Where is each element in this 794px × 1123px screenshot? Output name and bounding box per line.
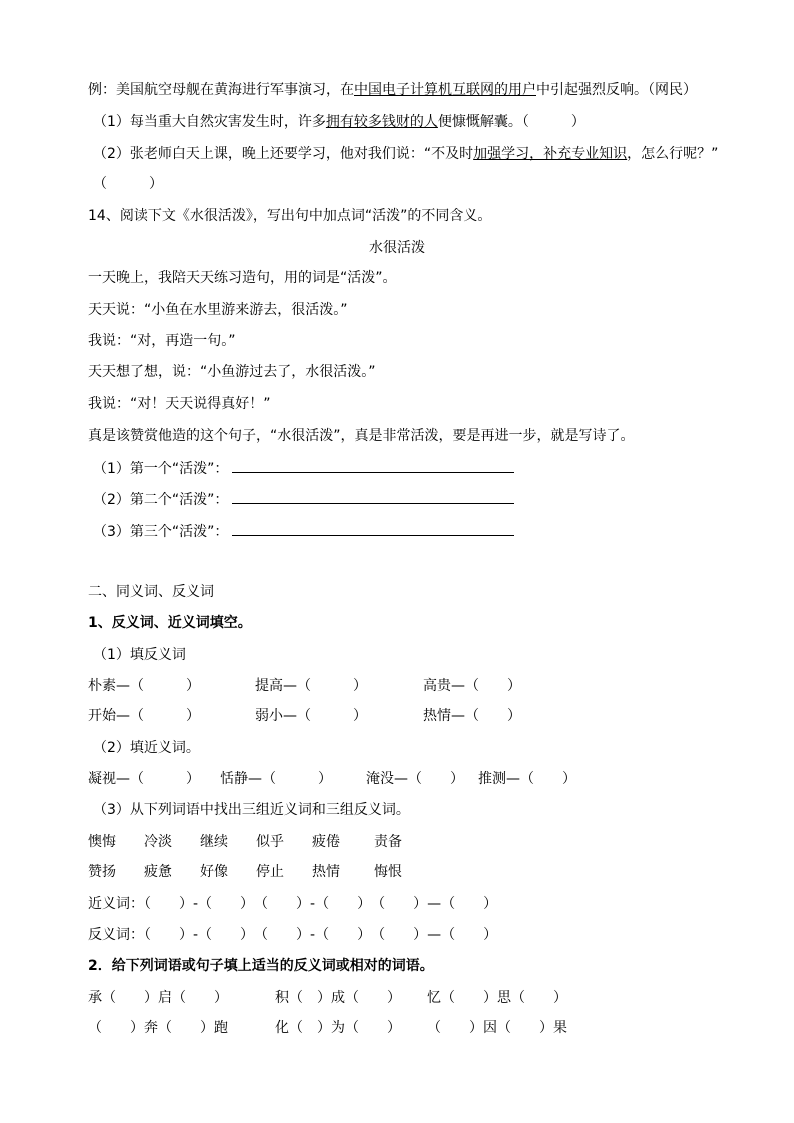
q2-text-end: ，怎么行呢？” bbox=[627, 146, 719, 162]
question-2 bbox=[93, 144, 718, 164]
word-bank-item: 继续 bbox=[200, 834, 228, 850]
example-text-end: 中引起强烈反响。（网民） bbox=[536, 82, 697, 98]
answer-line[interactable] bbox=[232, 457, 514, 473]
antonym-row bbox=[88, 706, 708, 726]
word-bank-item: 停止 bbox=[256, 864, 284, 880]
word-bank-item: 冷淡 bbox=[144, 834, 172, 850]
q2-text: （2）张老师白天上课，晚上还要学习，他对我们说：“不及时 bbox=[93, 146, 474, 162]
question-1 bbox=[93, 112, 585, 132]
section-1-heading: 1、反义词、近义词填空。 bbox=[88, 615, 252, 631]
subsection-3: （3）从下列词语中找出三组近义词和三组反义词。 bbox=[93, 802, 410, 818]
antonym-item[interactable]: 提高—（ ） bbox=[255, 678, 367, 694]
synonym-pairs-line[interactable]: 近义词：（ ）-（ ） （ ）-（ ） （ ）—（ ） bbox=[88, 896, 498, 912]
blank-label: （1）第一个“活泼”： bbox=[93, 461, 229, 477]
antonym-item[interactable]: 热情—（ ） bbox=[423, 708, 521, 724]
section-2-heading: 2．给下列词语或句子填上适当的反义词或相对的词语。 bbox=[88, 958, 434, 974]
antonym-item[interactable]: 朴素—（ ） bbox=[88, 678, 200, 694]
blank-label: （3）第三个“活泼”： bbox=[93, 524, 229, 540]
fill-item[interactable]: 忆（ ）思（ ） bbox=[427, 990, 567, 1006]
fill-item[interactable]: （ ）奔（ ）跑 bbox=[88, 1020, 228, 1036]
word-bank-item: 似乎 bbox=[256, 834, 284, 850]
q1-text: （1）每当重大自然灾害发生时，许多 bbox=[93, 114, 326, 130]
q1-underlined: 拥有较多钱财的人 bbox=[325, 114, 438, 130]
word-bank-item: 疲惫 bbox=[144, 864, 172, 880]
answer-blank-2 bbox=[93, 488, 514, 510]
question-14-heading: 14、阅读下文《水很活泼》，写出句中加点词“活泼”的不同含义。 bbox=[88, 208, 492, 224]
fill-item[interactable]: 承（ ）启（ ） bbox=[88, 990, 228, 1006]
fill-row bbox=[88, 988, 708, 1008]
word-bank-row bbox=[88, 862, 708, 882]
story-line: 天天想了想，说：“小鱼游过去了，水很活泼。” bbox=[88, 364, 376, 380]
question-2-answer[interactable]: （ ） bbox=[93, 176, 163, 192]
word-bank-row bbox=[88, 832, 708, 852]
fill-item[interactable]: 积（ ）成（ ） bbox=[275, 990, 401, 1006]
antonym-item[interactable]: 开始—（ ） bbox=[88, 708, 200, 724]
word-bank-item: 热情 bbox=[312, 864, 340, 880]
example-line bbox=[88, 80, 697, 100]
word-bank-item: 悔恨 bbox=[374, 864, 402, 880]
synonym-item[interactable]: 淹没—（ ） bbox=[366, 771, 464, 787]
word-bank-item: 责备 bbox=[374, 834, 402, 850]
example-text: 例：美国航空母舰在黄海进行军事演习，在 bbox=[88, 82, 354, 98]
antonym-pairs-line[interactable]: 反义词：（ ）-（ ） （ ）-（ ） （ ）—（ ） bbox=[88, 927, 498, 943]
fill-row bbox=[88, 1018, 708, 1038]
synonym-item[interactable]: 恬静—（ ） bbox=[220, 771, 332, 787]
synonym-item[interactable]: 推测—（ ） bbox=[478, 771, 576, 787]
story-title: 水很活泼 bbox=[369, 240, 425, 256]
story-line: 我说：“对，再造一句。” bbox=[88, 333, 236, 349]
synonym-item[interactable]: 凝视—（ ） bbox=[88, 771, 200, 787]
q2-underlined: 加强学习，补充专业知识 bbox=[473, 146, 628, 162]
subsection-2: （2）填近义词。 bbox=[93, 740, 200, 756]
antonym-item[interactable]: 弱小—（ ） bbox=[255, 708, 367, 724]
story-line: 一天晚上，我陪天天练习造句，用的词是“活泼”。 bbox=[88, 270, 397, 286]
antonym-item[interactable]: 高贵—（ ） bbox=[423, 678, 521, 694]
fill-item[interactable]: （ ）因（ ）果 bbox=[427, 1020, 567, 1036]
synonym-row bbox=[88, 769, 708, 789]
example-underlined: 中国电子计算机互联网的用户 bbox=[354, 82, 536, 98]
antonym-row bbox=[88, 676, 708, 696]
subsection-1: （1）填反义词 bbox=[93, 647, 186, 663]
story-line: 天天说：“小鱼在水里游来游去，很活泼。” bbox=[88, 302, 348, 318]
answer-line[interactable] bbox=[232, 488, 514, 504]
word-bank-item: 疲倦 bbox=[312, 834, 340, 850]
story-line: 我说：“对！天天说得真好！” bbox=[88, 396, 271, 412]
answer-blank-1 bbox=[93, 457, 514, 479]
fill-item[interactable]: 化（ ）为（ ） bbox=[275, 1020, 401, 1036]
story-line: 真是该赞赏他造的这个句子，“水很活泼”，真是非常活泼，要是再进一步，就是写诗了。 bbox=[88, 428, 635, 444]
blank-label: （2）第二个“活泼”： bbox=[93, 492, 229, 508]
answer-line[interactable] bbox=[232, 520, 514, 536]
part-2-title: 二、同义词、反义词 bbox=[88, 584, 214, 600]
q1-text-end: 便慷慨解囊。（ ） bbox=[437, 114, 585, 130]
word-bank-item: 懊悔 bbox=[88, 834, 116, 850]
answer-blank-3 bbox=[93, 520, 514, 542]
word-bank-item: 赞扬 bbox=[88, 864, 116, 880]
word-bank-item: 好像 bbox=[200, 864, 228, 880]
